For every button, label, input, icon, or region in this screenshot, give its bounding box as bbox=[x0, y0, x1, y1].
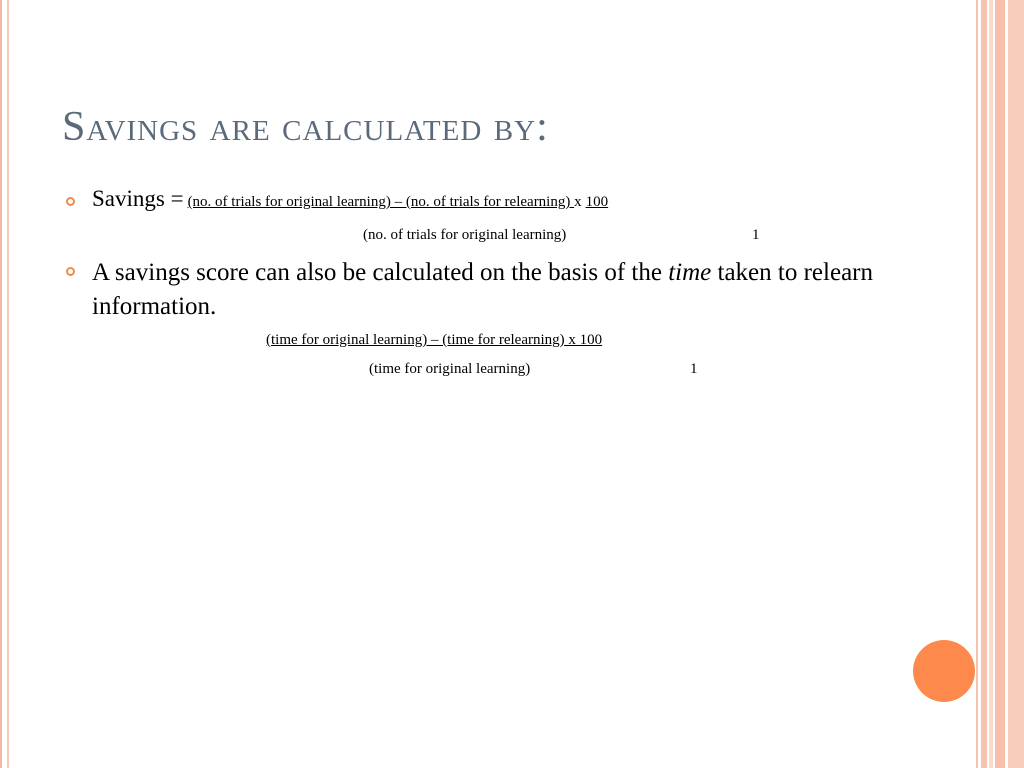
time-formula-numerator: (time for original learning) – (time for relearning) x 100 bbox=[266, 332, 603, 348]
formula-numerator: (no. of trials for original learning) – (no. of trials for relearning) bbox=[187, 194, 575, 210]
savings-label: Savings = bbox=[92, 186, 184, 211]
time-savings-text-before: A savings score can also be calculated on the basis of the bbox=[92, 259, 669, 286]
slide-title: Savings are calculated by: bbox=[62, 104, 549, 150]
left-border-stripe bbox=[0, 0, 2, 768]
time-emphasis: time bbox=[668, 259, 712, 286]
bullet-circle-icon bbox=[66, 197, 75, 206]
right-border-stripe-4 bbox=[995, 0, 1005, 768]
right-border-stripe-2 bbox=[981, 0, 987, 768]
formula-denominator-multiplier: 1 bbox=[752, 227, 760, 243]
left-border-stripe-inner bbox=[7, 0, 9, 768]
time-savings-text-after: taken to relearn information. bbox=[92, 259, 873, 320]
formula-multiplier: 100 bbox=[585, 194, 609, 210]
right-border-stripe-1 bbox=[976, 0, 978, 768]
decorative-orange-circle bbox=[913, 640, 975, 702]
bullet-savings-formula bbox=[92, 186, 608, 212]
formula-times: x bbox=[574, 194, 582, 210]
right-border-stripe-5 bbox=[1008, 0, 1024, 768]
time-formula-denominator: (time for original learning) bbox=[369, 361, 531, 377]
time-formula-denominator-multiplier: 1 bbox=[690, 361, 698, 377]
bullet-time-savings bbox=[92, 256, 912, 324]
bullet-circle-icon bbox=[66, 267, 75, 276]
right-border-stripe-3 bbox=[989, 0, 993, 768]
formula-denominator: (no. of trials for original learning) bbox=[363, 227, 567, 243]
